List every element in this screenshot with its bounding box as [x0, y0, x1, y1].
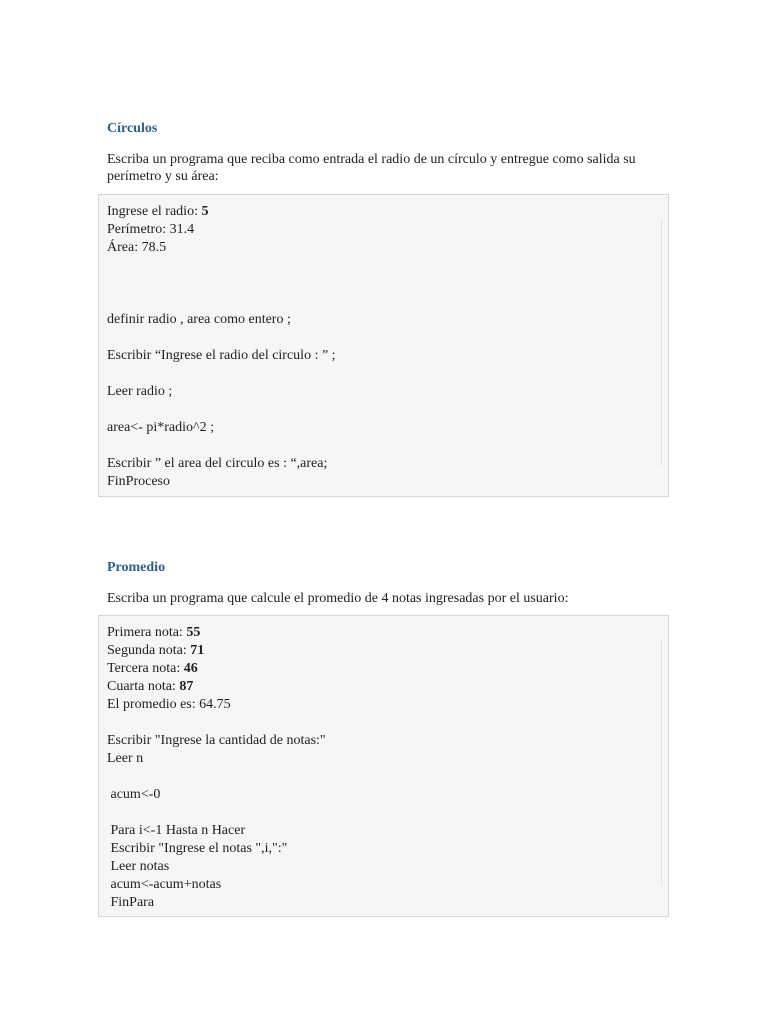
circulos-description: Escriba un programa que reciba como entrada el radio de un círculo y entregue como salida su perímetro y su área:	[107, 152, 636, 184]
sample-nota-line	[107, 660, 668, 678]
sample-result-line: El promedio es: 64.75	[107, 697, 231, 712]
spacer	[107, 329, 668, 347]
code-line: Escribir “Ingrese el radio del circulo : ” ;	[107, 348, 336, 363]
nota-label: Cuarta nota:	[107, 679, 180, 694]
sample-perimetro-line: Perímetro: 31.4	[107, 222, 195, 237]
code-line: FinPara	[107, 895, 155, 910]
sample-nota-line	[107, 624, 668, 642]
code-line: Escribir "Ingrese la cantidad de notas:"	[107, 733, 326, 748]
nota-label: Tercera nota:	[107, 661, 184, 676]
nota-value: 87	[179, 679, 194, 694]
sample-nota-line	[107, 642, 668, 660]
code-line: area<- pi*radio^2 ;	[107, 420, 214, 435]
spacer	[107, 257, 668, 311]
code-line: FinProceso	[107, 474, 170, 489]
spacer	[107, 401, 668, 419]
spacer	[107, 804, 668, 822]
code-line: Escribir "Ingrese el notas ",i,":"	[107, 841, 288, 856]
code-line: acum<-acum+notas	[107, 877, 222, 892]
code-line: Leer radio ;	[107, 384, 173, 399]
circulos-code-box	[98, 194, 669, 497]
spacer	[107, 437, 668, 455]
code-line: acum<-0	[107, 787, 161, 802]
promedio-title: Promedio	[107, 560, 166, 575]
spacer	[107, 714, 668, 732]
sample-area-line: Área: 78.5	[107, 240, 167, 255]
code-line: Leer n	[107, 751, 144, 766]
code-line: Escribir ” el area del circulo es : “,area;	[107, 456, 328, 471]
nota-label: Segunda nota:	[107, 643, 191, 658]
nota-value: 71	[190, 643, 205, 658]
promedio-description: Escriba un programa que calcule el promedio de 4 notas ingresadas por el usuario:	[107, 591, 569, 606]
circulos-title: Círculos	[107, 121, 158, 136]
radio-label: Ingrese el radio:	[107, 204, 202, 219]
nota-value: 55	[186, 625, 201, 640]
code-line: Leer notas	[107, 859, 170, 874]
spacer	[107, 365, 668, 383]
radio-value: 5	[201, 204, 209, 219]
nota-label: Primera nota:	[107, 625, 187, 640]
code-line: definir radio , area como entero ;	[107, 312, 291, 327]
sample-radio-line	[107, 203, 668, 221]
nota-value: 46	[183, 661, 198, 676]
promedio-code-box	[98, 615, 669, 917]
code-line: Para i<-1 Hasta n Hacer	[107, 823, 246, 838]
sample-nota-line	[107, 678, 668, 696]
spacer	[107, 768, 668, 786]
